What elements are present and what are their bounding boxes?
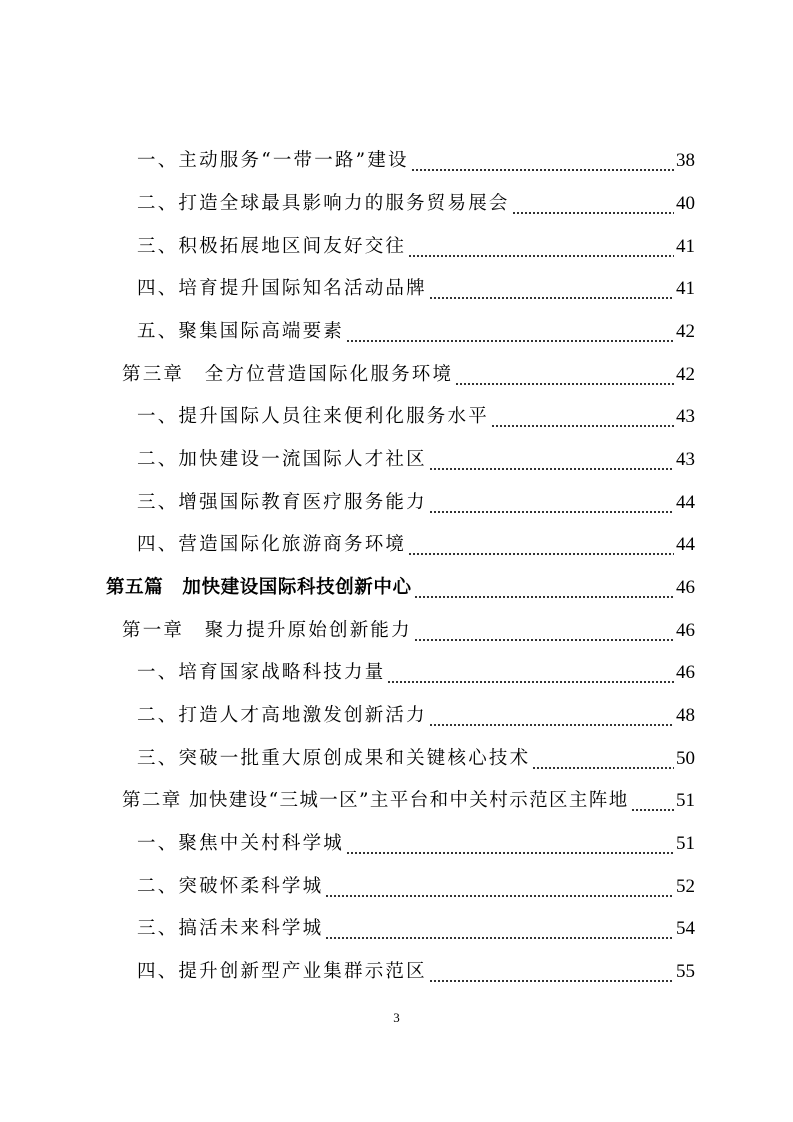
toc-entry-section[interactable] [0,402,695,432]
toc-leader-dots [408,232,674,262]
toc-entry-page: 38 [676,150,695,171]
toc-entry-label: 四、培育提升国际知名活动品牌 [137,278,427,299]
toc-entry-page: 54 [676,918,695,939]
toc-entry-label: 第五篇 加快建设国际科技创新中心 [106,577,412,598]
toc-entry-label: 三、积极拓展地区间友好交往 [137,236,407,257]
toc-entry-page: 55 [676,961,695,982]
toc-leader-dots [346,317,674,347]
toc-entry-label: 一、培育国家战略科技力量 [137,662,386,683]
toc-entry-label: 二、打造全球最具影响力的服务贸易展会 [137,193,510,214]
toc-entry-label: 四、营造国际化旅游商务环境 [137,534,407,555]
toc-leader-dots [408,530,674,560]
toc-leader-dots [532,744,674,774]
toc-entry-page: 51 [676,833,695,854]
toc-leader-dots [414,616,674,646]
toc-entry-label: 三、增强国际教育医疗服务能力 [137,492,427,513]
toc-entry-label: 一、提升国际人员往来便利化服务水平 [137,406,489,427]
toc-entry-label: 一、主动服务“一带一路”建设 [137,150,409,171]
toc-entry-section[interactable] [0,317,695,347]
toc-entry-page: 46 [676,577,695,598]
toc-leader-dots [325,914,674,944]
toc-leader-dots [346,829,674,859]
toc-entry-label: 四、提升创新型产业集群示范区 [137,961,427,982]
toc-entry-page: 42 [676,364,695,385]
toc-leader-dots [325,872,674,902]
toc-entry-section[interactable] [0,189,695,219]
toc-entry-page: 40 [676,193,695,214]
toc-entry-section[interactable] [0,872,695,902]
page-number: 3 [393,1010,400,1025]
toc-entry-section[interactable] [0,914,695,944]
toc-entry-section[interactable] [0,274,695,304]
toc-entry-part[interactable] [0,573,695,603]
toc-entry-chapter[interactable] [0,616,695,646]
toc-entry-section[interactable] [0,232,695,262]
toc-entry-chapter[interactable] [0,360,695,390]
toc-entry-page: 52 [676,876,695,897]
toc-leader-dots [429,274,674,304]
toc-entry-label: 二、加快建设一流国际人才社区 [137,449,427,470]
toc-entry-section[interactable] [0,744,695,774]
toc-entry-label: 二、打造人才高地激发创新活力 [137,705,427,726]
toc-entry-section[interactable] [0,445,695,475]
toc-entry-section[interactable] [0,957,695,987]
toc-entry-page: 46 [676,662,695,683]
toc-entry-label: 三、突破一批重大原创成果和关键核心技术 [137,748,531,769]
toc-entry-page: 48 [676,705,695,726]
toc-leader-dots [512,189,674,219]
toc-entry-page: 51 [676,790,695,811]
toc-entry-page: 42 [676,321,695,342]
toc-leader-dots [429,701,674,731]
toc-entry-label: 第二章 加快建设“三城一区”主平台和中关村示范区主阵地 [122,790,629,811]
toc-entry-section[interactable] [0,530,695,560]
toc-leader-dots [429,488,674,518]
toc-leader-dots [414,573,674,603]
toc-entry-label: 一、聚焦中关村科学城 [137,833,345,854]
toc-leader-dots [387,658,674,688]
toc-entry-label: 第三章 全方位营造国际化服务环境 [122,364,454,385]
toc-leader-dots [455,360,674,390]
toc-entry-page: 50 [676,748,695,769]
toc-entry-page: 43 [676,406,695,427]
toc-entry-page: 44 [676,534,695,555]
toc-entry-label: 五、聚集国际高端要素 [137,321,345,342]
toc-leader-dots [631,786,674,816]
toc-entry-page: 41 [676,236,695,257]
toc-entry-section[interactable] [0,829,695,859]
toc-entry-page: 43 [676,449,695,470]
toc-entry-section[interactable] [0,701,695,731]
toc-entry-page: 46 [676,620,695,641]
toc-entry-label: 第一章 聚力提升原始创新能力 [122,620,412,641]
toc-entry-section[interactable] [0,658,695,688]
toc-entry-page: 44 [676,492,695,513]
toc-entry-section[interactable] [0,488,695,518]
toc-leader-dots [411,146,674,176]
toc-entry-section[interactable] [0,146,695,176]
toc-entry-page: 41 [676,278,695,299]
toc-leader-dots [491,402,674,432]
toc-entry-label: 三、搞活未来科学城 [137,918,324,939]
toc-leader-dots [429,445,674,475]
toc-leader-dots [429,957,674,987]
toc-entry-label: 二、突破怀柔科学城 [137,876,324,897]
toc-entry-chapter[interactable] [0,786,695,816]
